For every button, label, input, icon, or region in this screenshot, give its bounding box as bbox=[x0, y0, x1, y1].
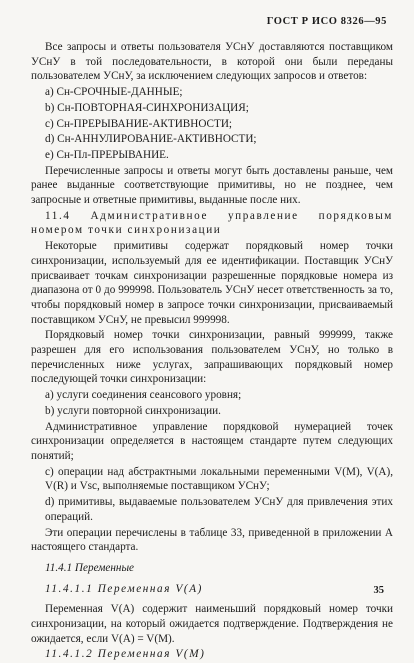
section-heading-11-4-1-1: 11.4.1.1 Переменная V(A) bbox=[45, 582, 203, 595]
document-body bbox=[31, 40, 393, 663]
list-item-c: c) Сн-ПРЕРЫВАНИЕ-АКТИВНОСТИ; bbox=[45, 117, 233, 130]
list-item-a: а) Сн-СРОЧНЫЕ-ДАННЫЕ; bbox=[45, 86, 183, 99]
paragraph-delivery: Перечисленные запросы и ответы могут быть доставлены раньше, чем ранее выданные соответствующие примитивы, но не позднее, чем запросные и ответные примитивы, выданные после них. bbox=[31, 164, 393, 207]
paragraph-999999: Порядковый номер точки синхронизации, равный 999999, также разрешен для его использования пользователем УСнУ, но только в перечисленных ниже услугах, запрашивающих порядковый номер последующей точки синхронизации: bbox=[31, 329, 393, 386]
section-heading-11-4-1-2: 11.4.1.2 Переменная V(M) bbox=[45, 648, 206, 661]
page-number: 35 bbox=[373, 585, 384, 596]
list-item-e: е) Сн-Пл-ПРЕРЫВАНИЕ. bbox=[45, 148, 169, 161]
paragraph-sync-numbers: Некоторые примитивы содержат порядковый номер точки синхронизации, используемый для ее идентификации. Поставщик УСнУ присваивает точкам синхронизации разрешенные порядковые номера из диапазона от 0 до 999998. Пользователь УСнУ несет ответственность за то, чтобы порядковый номер в запросе точки синхронизации, присваиваемый поставщиком УСнУ, не превысил 999998. bbox=[31, 240, 393, 326]
list-item-operations: c) операции над абстрактными локальными переменными V(M), V(A), V(R) и Vsc, выполняемые поставщиком УСнУ; bbox=[45, 465, 393, 493]
paragraph-admin: Административное управление порядковой нумерацией точек синхронизации определяется в настоящем стандарте путем следующих понятий; bbox=[31, 420, 393, 462]
list-item-resync: b) услуги повторной синхронизации. bbox=[45, 404, 221, 417]
page-header: ГОСТ Р ИСО 8326—95 bbox=[266, 16, 387, 27]
paragraph-intro: Все запросы и ответы пользователя УСнУ доставляются поставщиком УСнУ в той последовательности, в которой они были переданы пользователем УСнУ, за исключением следующих запросов и ответов: bbox=[31, 41, 393, 83]
list-item-b: b) Сн-ПОВТОРНАЯ-СИНХРОНИЗАЦИЯ; bbox=[45, 101, 249, 114]
list-item-connection: а) услуги соединения сеансового уровня; bbox=[45, 389, 242, 402]
list-item-primitives: d) примитивы, выдаваемые пользователем УСнУ для привлечения этих операций. bbox=[45, 496, 393, 523]
paragraph-table-ref: Эти операции перечислены в таблице 33, приведенной в приложении А настоящего стандарта. bbox=[31, 526, 393, 554]
paragraph-variable-va: Переменная V(A) содержит наименьший порядковый номер точки синхронизации, на который ожидается подтверждение. Подтверждения не ожидается, если V(A) = V(M). bbox=[31, 603, 393, 645]
section-heading-11-4-1: 11.4.1 Переменные bbox=[45, 561, 135, 574]
section-heading-11-4: 11.4 Административное управление порядковым номером точки синхронизации bbox=[31, 209, 393, 237]
list-item-d: d) Сн-АННУЛИРОВАНИЕ-АКТИВНОСТИ; bbox=[45, 133, 257, 146]
